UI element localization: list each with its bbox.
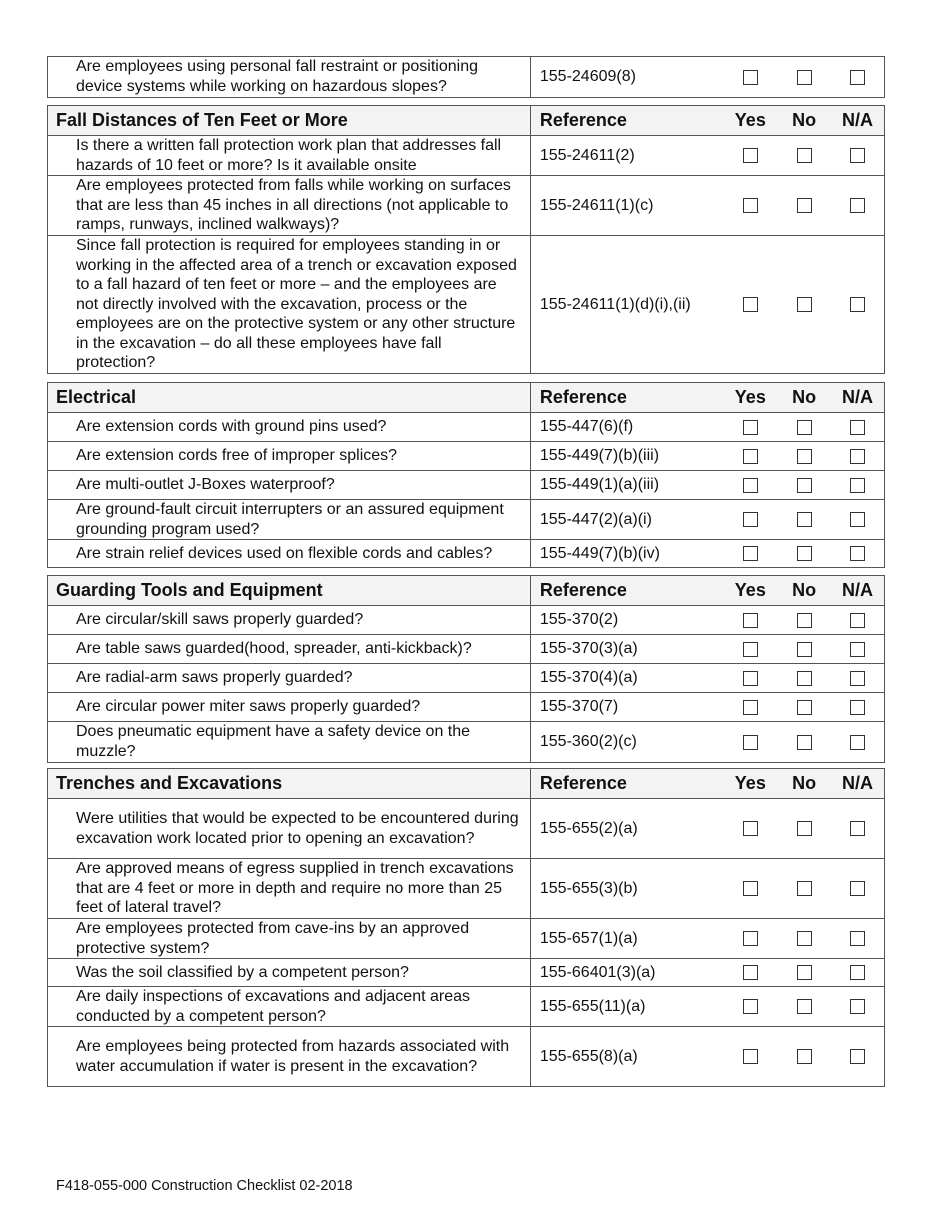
na-checkbox[interactable]: [850, 881, 865, 896]
no-checkbox[interactable]: [797, 420, 812, 435]
table-row: [48, 858, 884, 918]
table-row: [48, 958, 884, 986]
na-header: N/A: [842, 580, 874, 600]
section-guarding-tools: [47, 575, 885, 763]
na-checkbox-cell[interactable]: [831, 635, 884, 663]
question-text: Are employees being protected from hazards associated with water accumulation if water is present in the excavation?: [48, 1027, 531, 1086]
no-checkbox[interactable]: [797, 512, 812, 527]
reference-code: 155-655(11)(a): [539, 997, 646, 1015]
no-checkbox-cell[interactable]: [777, 987, 831, 1026]
section-title: Fall Distances of Ten Feet or More: [48, 106, 531, 135]
question-text: Are circular/skill saws properly guarded?: [48, 606, 531, 634]
na-checkbox[interactable]: [850, 478, 865, 493]
section-header: [48, 106, 884, 135]
na-checkbox-cell[interactable]: [831, 1027, 884, 1086]
na-checkbox-cell[interactable]: [831, 693, 884, 721]
no-checkbox[interactable]: [797, 70, 812, 85]
yes-checkbox[interactable]: [743, 148, 758, 163]
question-text: Are employees protected from falls while working on surfaces that are less than 45 inches in all directions (not applicable to ramps, runways, inclined walkways)?: [48, 176, 531, 235]
yes-header: Yes: [734, 110, 766, 130]
yes-header: Yes: [734, 773, 766, 793]
na-checkbox-cell[interactable]: [831, 136, 884, 175]
no-checkbox-cell[interactable]: [777, 959, 831, 986]
table-row: [48, 918, 884, 958]
yes-checkbox[interactable]: [743, 965, 758, 980]
table-row: [48, 1026, 884, 1086]
no-checkbox-cell[interactable]: [777, 635, 831, 663]
yes-checkbox-cell[interactable]: [723, 540, 777, 567]
form-footer: F418-055-000 Construction Checklist 02-2018: [56, 1178, 353, 1194]
table-row: [48, 539, 884, 567]
reference-code: 155-447(2)(a)(i): [539, 510, 652, 528]
no-checkbox[interactable]: [797, 671, 812, 686]
question-text: Are circular power miter saws properly guarded?: [48, 693, 531, 721]
na-checkbox[interactable]: [850, 297, 865, 312]
table-row: [48, 986, 884, 1026]
no-checkbox[interactable]: [797, 965, 812, 980]
na-checkbox[interactable]: [850, 512, 865, 527]
yes-checkbox[interactable]: [743, 931, 758, 946]
question-text: Are radial-arm saws properly guarded?: [48, 664, 531, 692]
reference-header: Reference: [539, 773, 627, 793]
no-checkbox[interactable]: [797, 148, 812, 163]
no-checkbox-cell[interactable]: [777, 413, 831, 441]
section-title: Electrical: [48, 383, 531, 412]
no-checkbox-cell[interactable]: [777, 540, 831, 567]
no-header: No: [792, 580, 817, 600]
reference-code: 155-370(2): [539, 611, 619, 628]
yes-checkbox-cell[interactable]: [723, 442, 777, 470]
reference-code: 155-657(1)(a): [539, 929, 638, 947]
reference-code: 155-655(8)(a): [539, 1047, 638, 1065]
reference-code: 155-24611(1)(d)(i),(ii): [539, 295, 691, 313]
table-row: [48, 605, 884, 634]
reference-code: 155-449(7)(b)(iv): [539, 544, 660, 562]
table-row: [48, 470, 884, 499]
table-row: [48, 721, 884, 762]
reference-code: 155-655(3)(b): [539, 879, 638, 897]
reference-code: 155-370(7): [539, 698, 619, 715]
table-row: [48, 441, 884, 470]
question-text: Are ground-fault circuit interrupters or an assured equipment grounding program used?: [48, 500, 531, 539]
no-checkbox[interactable]: [797, 700, 812, 715]
yes-header: Yes: [734, 580, 766, 600]
reference-code: 155-370(4)(a): [539, 669, 638, 686]
yes-header: Yes: [734, 387, 766, 407]
reference-code: 155-66401(3)(a): [539, 963, 656, 981]
na-checkbox[interactable]: [850, 999, 865, 1014]
table-row: [48, 235, 884, 373]
yes-checkbox[interactable]: [743, 1049, 758, 1064]
na-checkbox-cell[interactable]: [831, 413, 884, 441]
section-header: [48, 769, 884, 798]
yes-checkbox-cell[interactable]: [723, 500, 777, 539]
na-checkbox-cell[interactable]: [831, 987, 884, 1026]
na-checkbox[interactable]: [850, 613, 865, 628]
no-checkbox[interactable]: [797, 1049, 812, 1064]
section-header: [48, 576, 884, 605]
yes-checkbox-cell[interactable]: [723, 959, 777, 986]
question-text: Are strain relief devices used on flexible cords and cables?: [48, 540, 531, 567]
no-checkbox-cell[interactable]: [777, 693, 831, 721]
yes-checkbox[interactable]: [743, 297, 758, 312]
yes-checkbox[interactable]: [743, 198, 758, 213]
no-checkbox-cell[interactable]: [777, 57, 831, 97]
question-text: Are employees using personal fall restraint or positioning device systems while working on hazardous slopes?: [48, 57, 531, 97]
yes-checkbox-cell[interactable]: [723, 471, 777, 499]
no-checkbox[interactable]: [797, 735, 812, 750]
question-text: Are employees protected from cave-ins by an approved protective system?: [48, 919, 531, 958]
section-electrical: [47, 382, 885, 568]
no-checkbox[interactable]: [797, 198, 812, 213]
yes-checkbox[interactable]: [743, 671, 758, 686]
reference-header: Reference: [539, 110, 627, 130]
yes-checkbox-cell[interactable]: [723, 136, 777, 175]
na-checkbox[interactable]: [850, 642, 865, 657]
na-checkbox-cell[interactable]: [831, 500, 884, 539]
yes-checkbox-cell[interactable]: [723, 859, 777, 918]
yes-checkbox[interactable]: [743, 449, 758, 464]
no-checkbox[interactable]: [797, 478, 812, 493]
question-text: Is there a written fall protection work plan that addresses fall hazards of 10 feet or more? Is it available onsite: [48, 136, 531, 175]
reference-header: Reference: [539, 387, 627, 407]
question-text: Are table saws guarded(hood, spreader, anti-kickback)?: [48, 635, 531, 663]
no-checkbox-cell[interactable]: [777, 500, 831, 539]
no-checkbox[interactable]: [797, 931, 812, 946]
yes-checkbox-cell[interactable]: [723, 693, 777, 721]
na-checkbox[interactable]: [850, 821, 865, 836]
na-checkbox-cell[interactable]: [831, 722, 884, 762]
table-row: [48, 798, 884, 858]
yes-checkbox-cell[interactable]: [723, 664, 777, 692]
yes-checkbox-cell[interactable]: [723, 606, 777, 634]
na-checkbox-cell[interactable]: [831, 57, 884, 97]
no-header: No: [792, 110, 817, 130]
no-checkbox[interactable]: [797, 821, 812, 836]
table-row: [48, 663, 884, 692]
yes-checkbox-cell[interactable]: [723, 236, 777, 373]
na-checkbox[interactable]: [850, 70, 865, 85]
na-header: N/A: [842, 110, 874, 130]
yes-checkbox-cell[interactable]: [723, 413, 777, 441]
yes-checkbox[interactable]: [743, 735, 758, 750]
table-row: [48, 412, 884, 441]
na-header: N/A: [842, 387, 874, 407]
yes-checkbox[interactable]: [743, 821, 758, 836]
na-checkbox[interactable]: [850, 965, 865, 980]
na-checkbox[interactable]: [850, 449, 865, 464]
section-header: [48, 383, 884, 412]
yes-checkbox[interactable]: [743, 613, 758, 628]
table-row: [48, 57, 884, 97]
question-text: Are approved means of egress supplied in trench excavations that are 4 feet or more in depth and require no more than 25 feet of lateral travel?: [48, 859, 531, 918]
na-checkbox[interactable]: [850, 546, 865, 561]
yes-checkbox[interactable]: [743, 881, 758, 896]
na-checkbox-cell[interactable]: [831, 471, 884, 499]
yes-checkbox[interactable]: [743, 70, 758, 85]
yes-checkbox[interactable]: [743, 642, 758, 657]
na-checkbox[interactable]: [850, 931, 865, 946]
yes-checkbox[interactable]: [743, 700, 758, 715]
no-checkbox-cell[interactable]: [777, 919, 831, 958]
no-checkbox-cell[interactable]: [777, 236, 831, 373]
yes-checkbox-cell[interactable]: [723, 722, 777, 762]
na-checkbox[interactable]: [850, 735, 865, 750]
na-checkbox[interactable]: [850, 420, 865, 435]
no-checkbox[interactable]: [797, 642, 812, 657]
na-checkbox[interactable]: [850, 1049, 865, 1064]
no-checkbox-cell[interactable]: [777, 606, 831, 634]
na-checkbox-cell[interactable]: [831, 176, 884, 235]
question-text: Since fall protection is required for employees standing in or working in the affected area of a trench or excavation exposed to a fall hazard of ten feet or more – and the employees are not directly involved with the excavation, process or the employees are on the protective system or any other structure in the excavation – do all these employees have fall protection?: [48, 236, 531, 373]
yes-checkbox-cell[interactable]: [723, 635, 777, 663]
table-row: [48, 692, 884, 721]
reference-code: 155-24611(1)(c): [539, 196, 654, 214]
reference-code: 155-370(3)(a): [539, 640, 638, 657]
no-header: No: [792, 773, 817, 793]
no-checkbox-cell[interactable]: [777, 176, 831, 235]
yes-checkbox-cell[interactable]: [723, 1027, 777, 1086]
yes-checkbox-cell[interactable]: [723, 799, 777, 858]
question-text: Are multi-outlet J-Boxes waterproof?: [48, 471, 531, 499]
na-checkbox-cell[interactable]: [831, 799, 884, 858]
no-checkbox[interactable]: [797, 297, 812, 312]
na-header: N/A: [842, 773, 874, 793]
question-text: Are extension cords free of improper splices?: [48, 442, 531, 470]
no-checkbox-cell[interactable]: [777, 136, 831, 175]
na-checkbox-cell[interactable]: [831, 959, 884, 986]
no-checkbox[interactable]: [797, 449, 812, 464]
na-checkbox[interactable]: [850, 198, 865, 213]
na-checkbox-cell[interactable]: [831, 606, 884, 634]
yes-checkbox[interactable]: [743, 999, 758, 1014]
reference-header: Reference: [539, 580, 627, 600]
question-text: Does pneumatic equipment have a safety device on the muzzle?: [48, 722, 531, 762]
reference-code: 155-449(1)(a)(iii): [539, 476, 660, 493]
question-text: Was the soil classified by a competent person?: [48, 959, 531, 986]
section-title: Trenches and Excavations: [48, 769, 531, 798]
reference-code: 155-24611(2): [539, 146, 635, 164]
question-text: Are extension cords with ground pins used?: [48, 413, 531, 441]
reference-code: 155-360(2)(c): [539, 733, 637, 750]
no-checkbox-cell[interactable]: [777, 799, 831, 858]
na-checkbox-cell[interactable]: [831, 236, 884, 373]
question-text: Were utilities that would be expected to be encountered during excavation work located prior to opening an excavation?: [48, 799, 531, 858]
table-row: [48, 499, 884, 539]
table-row: [48, 175, 884, 235]
na-checkbox-cell[interactable]: [831, 540, 884, 567]
table-row: [48, 135, 884, 175]
no-checkbox[interactable]: [797, 613, 812, 628]
yes-checkbox[interactable]: [743, 546, 758, 561]
no-checkbox[interactable]: [797, 999, 812, 1014]
yes-checkbox-cell[interactable]: [723, 176, 777, 235]
no-header: No: [792, 387, 817, 407]
no-checkbox[interactable]: [797, 881, 812, 896]
no-checkbox-cell[interactable]: [777, 1027, 831, 1086]
no-checkbox-cell[interactable]: [777, 442, 831, 470]
na-checkbox-cell[interactable]: [831, 859, 884, 918]
yes-checkbox[interactable]: [743, 420, 758, 435]
yes-checkbox[interactable]: [743, 478, 758, 493]
yes-checkbox-cell[interactable]: [723, 987, 777, 1026]
na-checkbox-cell[interactable]: [831, 664, 884, 692]
table-row: [48, 634, 884, 663]
no-checkbox-cell[interactable]: [777, 664, 831, 692]
no-checkbox-cell[interactable]: [777, 859, 831, 918]
na-checkbox[interactable]: [850, 700, 865, 715]
reference-code: 155-24609(8): [539, 68, 636, 85]
yes-checkbox[interactable]: [743, 512, 758, 527]
yes-checkbox-cell[interactable]: [723, 57, 777, 97]
na-checkbox[interactable]: [850, 148, 865, 163]
section-fall-distances: [47, 105, 885, 374]
na-checkbox-cell[interactable]: [831, 442, 884, 470]
reference-code: 155-447(6)(f): [539, 418, 634, 435]
no-checkbox-cell[interactable]: [777, 471, 831, 499]
no-checkbox[interactable]: [797, 546, 812, 561]
reference-code: 155-655(2)(a): [539, 819, 638, 837]
reference-code: 155-449(7)(b)(iii): [539, 447, 660, 464]
na-checkbox-cell[interactable]: [831, 919, 884, 958]
yes-checkbox-cell[interactable]: [723, 919, 777, 958]
section-trenches-excavations: [47, 768, 885, 1087]
section-title: Guarding Tools and Equipment: [48, 576, 531, 605]
na-checkbox[interactable]: [850, 671, 865, 686]
continuation-table: [47, 56, 885, 98]
question-text: Are daily inspections of excavations and adjacent areas conducted by a competent person?: [48, 987, 531, 1026]
no-checkbox-cell[interactable]: [777, 722, 831, 762]
